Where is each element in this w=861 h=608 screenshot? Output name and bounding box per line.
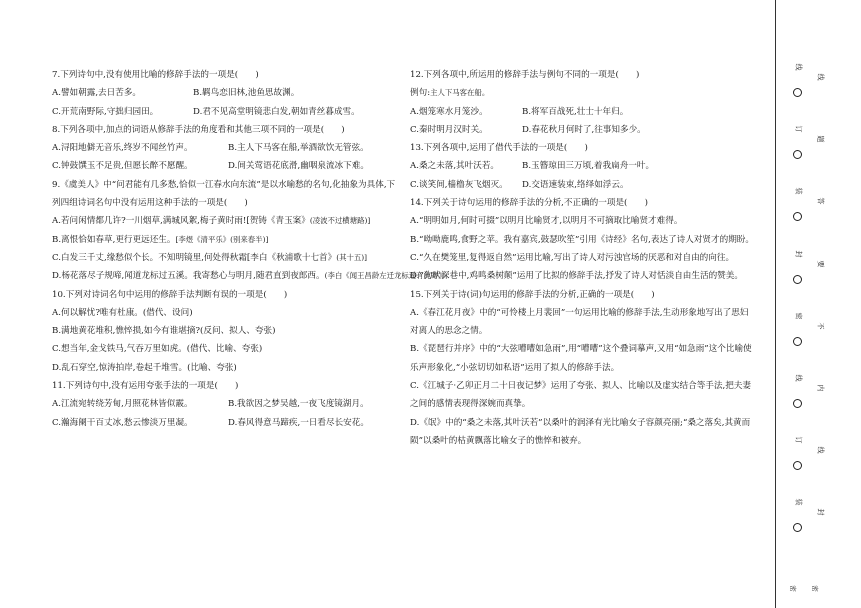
binding-hole-icon: [793, 461, 802, 470]
seal-cell: 订: [793, 435, 802, 497]
q7-options-cd: [52, 103, 402, 121]
binding-hole-icon: [793, 150, 802, 159]
binding-hole-icon: [793, 88, 802, 97]
q8-options-ab: [52, 139, 402, 157]
seal-cell: 装: [793, 497, 802, 559]
q10-stem: 10.下列对诗词名句中运用的修辞手法判断有误的一项是( ): [52, 289, 288, 300]
q12-example: 例句:主人下马客在船。: [410, 88, 490, 99]
q15-option-c-1: C.《江城子·乙卯正月二十日夜记梦》运用了夸张、拟人、比喻以及虚实结合等手法,把夫妻: [410, 381, 752, 392]
q15-option-a-1: A.《春江花月夜》中的“可怜楼上月裴回”一句运用比喻的修辞手法,生动形象地写出了思妇: [410, 307, 749, 318]
q11-options-ab: [52, 395, 402, 413]
q7-option-a: A.譬如朝露,去日苦多。: [52, 88, 142, 99]
q12-options-ab: [410, 103, 758, 121]
q14-option-a: A.“明明如月,何时可掇”以明月比喻贤才,以明月不可摘取比喻贤才难得。: [410, 216, 683, 227]
q10-option-d: D.乱石穿空,惊涛拍岸,卷起千堆雪。(比喻、夸张): [52, 362, 237, 373]
q7-option-d: D.君不见高堂明镜悲白发,朝如青丝暮成雪。: [193, 106, 360, 117]
q14-option-b: B.“呦呦鹿鸣,食野之苹。我有嘉宾,鼓瑟吹笙”引用《诗经》名句,表达了诗人对贤才的期盼。: [410, 234, 754, 245]
q15-stem: 15.下列关于诗(词)句运用的修辞手法的分析,正确的一项是( ): [410, 289, 655, 300]
q7-option-b: B.羁鸟恋旧林,池鱼思故渊。: [193, 88, 300, 99]
seal-bottom-char: 密: [788, 585, 797, 592]
q12-options-cd: [410, 121, 758, 139]
q15-option-b-1: B.《琵琶行并序》中的“大弦嘈嘈如急雨”,用“嘈嘈”这个叠词摹声,又用“如急雨”这个比喻使: [410, 344, 752, 355]
seal-cell: 订: [793, 124, 802, 186]
q15-option-d-1: D.《氓》中的“桑之未落,其叶沃若”以桑叶的润泽有光比喻女子容颜亮丽;“桑之落矣,其黄而: [410, 417, 751, 428]
notice-cell: 线: [816, 73, 824, 81]
notice-cell: 内: [816, 384, 824, 392]
q12-option-d: D.春花秋月何时了,往事知多少。: [522, 124, 646, 135]
q14-option-d: D.“狗吠深巷中,鸡鸣桑树颠”运用了比拟的修辞手法,抒发了诗人对恬淡自由生活的赞美。: [410, 271, 743, 282]
q8-option-b: B.主人下马客在船,举酒欲饮无管弦。: [228, 143, 369, 154]
q13-option-b: B.玉簪琼田三万顷,着我扁舟一叶。: [522, 161, 655, 172]
q9-option-d: D.杨花落尽子规啼,闻道龙标过五溪。我寄愁心与明月,随君直到夜郎西。(李白《闻王昌龄左迁龙标遥有此寄》): [52, 271, 445, 282]
q13-options-ab: [410, 157, 758, 175]
q11-option-a: A.江流宛转绕芳甸,月照花林皆似霰。: [52, 399, 193, 410]
q8-options-cd: [52, 157, 402, 175]
q11-stem: 11.下列诗句中,没有运用夸张手法的一项是( ): [52, 381, 239, 392]
q12-stem: 12.下列各项中,所运用的修辞手法与例句不同的一项是( ): [410, 70, 640, 80]
q13-option-a: A.桑之未落,其叶沃若。: [410, 161, 500, 172]
seal-cell: 封: [793, 249, 802, 311]
binding-hole-icon: [793, 337, 802, 346]
q15-option-d-2: 陨”以桑叶的枯黄飘落比喻女子的憔悴和被弃。: [410, 435, 587, 446]
q11-options-cd: [52, 414, 402, 432]
q9-option-b: B.离恨恰如春草,更行更远还生。[李煜《清平乐》(别来春半)]: [52, 234, 269, 245]
q13-option-c: C.谈笑间,樯橹灰飞烟灭。: [410, 179, 508, 190]
q11-option-d: D.春风得意马蹄疾,一日看尽长安花。: [228, 417, 369, 428]
q10-option-b: B.满地黄花堆积,憔悴损,如今有谁堪摘?(反问、拟人、夸张): [52, 326, 276, 337]
left-column: [52, 66, 445, 432]
q9-option-a: A.若问闲情都几许?一川烟草,满城风絮,梅子黄时雨![贺铸《青玉案》(凌波不过横塘路)]: [52, 216, 371, 227]
q11-option-c: C.瀚海阑干百丈冰,愁云惨淡万里凝。: [52, 417, 193, 428]
q14-stem: 14.下列关于诗句运用的修辞手法的分析,不正确的一项是( ): [410, 198, 648, 209]
notice-cell: 线: [816, 446, 824, 454]
seal-cell: 线: [793, 373, 802, 435]
q12-option-b: B.将军百战死,壮士十年归。: [522, 106, 629, 117]
q9-option-c: C.白发三千丈,缘愁似个长。不知明镜里,何处得秋霜[李白《秋浦歌十七首》(其十五)]: [52, 252, 368, 263]
q8-option-a: A.浔阳地僻无音乐,终岁不闻丝竹声。: [52, 143, 193, 154]
seal-cell: 密: [793, 311, 802, 373]
seal-cell: 装: [793, 186, 802, 248]
notice-cell: 题: [816, 135, 824, 143]
q13-options-cd: [410, 176, 758, 194]
q7-stem: 7.下列诗句中,没有使用比喻的修辞手法的一项是( ): [52, 70, 259, 80]
binding-hole-icon: [793, 212, 802, 221]
notice-cell: 封: [816, 508, 824, 516]
notice-bottom-char: 密: [810, 585, 819, 592]
q13-stem: 13.下列各项中,运用了借代手法的一项是( ): [410, 143, 588, 154]
q12-option-c: C.秦时明月汉时关。: [410, 124, 488, 135]
notice-cell: 要: [816, 260, 824, 268]
right-column: [410, 66, 758, 450]
q8-stem: 8.下列各项中,加点的词语从修辞手法的角度看和其他三项不同的一项是( ): [52, 124, 345, 135]
q9-stem-2: 列四组诗词名句中没有运用这种手法的一项是( ): [52, 198, 248, 209]
q7-option-c: C.开荒南野际,守拙归园田。: [52, 106, 159, 117]
binding-hole-icon: [793, 399, 802, 408]
q10-option-a: A.何以解忧?唯有杜康。(借代、设问): [52, 307, 193, 318]
seal-cell: 线: [793, 62, 802, 124]
q8-option-c: C.钟鼓馔玉不足贵,但愿长醉不愿醒。: [52, 161, 193, 172]
binding-seal-column: [790, 62, 804, 560]
notice-cell: 答: [816, 197, 824, 205]
q11-option-b: B.我欲因之梦吴越,一夜飞度镜湖月。: [228, 399, 369, 410]
q10-option-c: C.想当年,金戈铁马,气吞万里如虎。(借代、比喻、夸张): [52, 344, 263, 355]
q15-option-b-2: 乐声形象化,“小弦切切如私语”运用了拟人的修辞手法。: [410, 362, 620, 373]
binding-notice-column: [812, 62, 826, 560]
q15-option-c-2: 之间的感情表现得深婉而真挚。: [410, 399, 531, 410]
q9-stem-1: 9.《虞美人》中“问君能有几多愁,恰似一江春水向东流”是以水喻愁的名句,化抽象为具体,下: [52, 179, 396, 190]
q7-options-ab: [52, 84, 402, 102]
q15-option-a-2: 对离人的思念之情。: [410, 326, 488, 337]
binding-hole-icon: [793, 523, 802, 532]
q14-option-c: C.“久在樊笼里,复得返自然”运用比喻,写出了诗人对污浊官场的厌恶和对自由的向往。: [410, 252, 735, 263]
q12-option-a: A.烟笼寒水月笼沙。: [410, 106, 488, 117]
q13-option-d: D.交语速装束,络绎如浮云。: [522, 179, 629, 190]
q8-option-d: D.间关莺语花底滑,幽咽泉流冰下难。: [228, 161, 369, 172]
binding-hole-icon: [793, 275, 802, 284]
notice-cell: 不: [816, 322, 824, 330]
